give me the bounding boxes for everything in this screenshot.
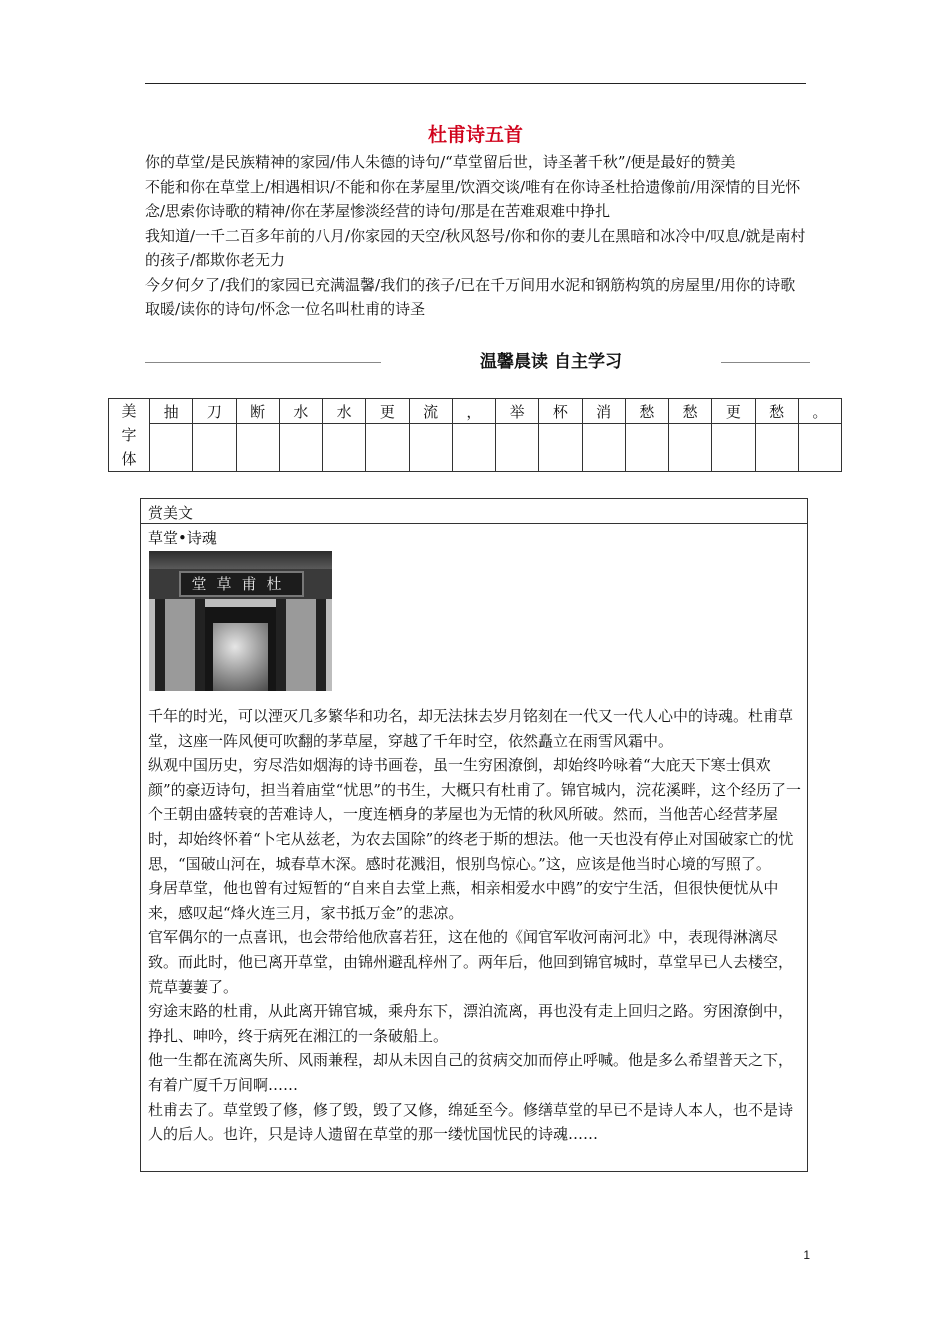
photo-pillar <box>316 599 326 691</box>
practice-blank-cell[interactable] <box>625 424 668 472</box>
section-header <box>145 349 810 375</box>
practice-blank-cell[interactable] <box>712 424 755 472</box>
practice-char-cell: ， <box>452 399 495 424</box>
practice-blank-cell[interactable] <box>193 424 236 472</box>
intro-paragraph: 不能和你在草堂上/相遇相识/不能和你在茅屋里/饮酒交谈/唯有在你诗圣杜拾遗像前/用深情的目光怀念/思索你诗歌的精神/你在茅屋惨淡经营的诗句/那是在苦难艰难中挣扎 <box>145 177 801 220</box>
practice-blank-cell[interactable] <box>452 424 495 472</box>
practice-char-cell: 刀 <box>193 399 236 424</box>
intro-poem <box>145 150 810 322</box>
reading-paragraph: 官军偶尔的一点喜讯，也会带给他欣喜若狂，这在他的《闻官军收河南河北》中，表现得淋漓尽致。而此时，他已离开草堂，由锦州避乱梓州了。两年后，他回到锦官城时，草堂早已人去楼空，荒草萋萋了。 <box>148 928 794 996</box>
photo-garden <box>213 623 268 691</box>
reading-paragraph: 纵观中国历史，穷尽浩如烟海的诗书画卷，虽一生穷困潦倒，却始终吟咏着“大庇天下寒士俱欢颜”的豪迈诗句，担当着庙堂“忧思”的书生，大概只有杜甫了。锦官城内，浣花溪畔，这个经历了一个王朝由盛转衰的苦难诗人，一度连栖身的茅屋也为无情的秋风所破。然而，当他苦心经营茅屋时，却始终怀着“卜宅从兹老，为农去国除”的终老于斯的想法。他一天也没有停止对国破家亡的忧思，“国破山河在，城春草木深。感时花溅泪，恨别鸟惊心。”这，应该是他当时心境的写照了。 <box>148 756 802 873</box>
reading-paragraph: 身居草堂，他也曾有过短暂的“自来自去堂上燕，相亲相爱水中鸥”的安宁生活，但很快便忧从中来，感叹起“烽火连三月，家书抵万金”的悲凉。 <box>148 879 779 922</box>
practice-blank-cell[interactable] <box>798 424 841 472</box>
practice-blank-cell[interactable] <box>582 424 625 472</box>
practice-char-cell: 杯 <box>539 399 582 424</box>
section-divider-right <box>721 362 810 363</box>
intro-paragraph: 我知道/一千二百多年前的八月/你家园的天空/秋风怒号/你和你的妻儿在黑暗和冰冷中/叹息/就是南村的孩子/都欺你老无力 <box>145 226 806 269</box>
practice-blank-cell[interactable] <box>366 424 409 472</box>
practice-blank-cell[interactable] <box>150 424 193 472</box>
practice-blank-cell[interactable] <box>755 424 798 472</box>
photo-wall <box>286 599 316 691</box>
practice-blank-cell[interactable] <box>496 424 539 472</box>
practice-char-cell: 抽 <box>150 399 193 424</box>
practice-char-cell: 更 <box>366 399 409 424</box>
photo-roof <box>149 551 332 569</box>
practice-char-cell: 。 <box>798 399 841 424</box>
practice-char-row <box>109 399 842 424</box>
photo-pillar <box>155 599 165 691</box>
practice-char-cell: 愁 <box>669 399 712 424</box>
photo-wall <box>165 599 195 691</box>
photo-plaque: 堂草甫杜 <box>179 571 304 597</box>
practice-char-cell: 水 <box>279 399 322 424</box>
reading-header <box>141 499 807 524</box>
practice-blank-cell[interactable] <box>236 424 279 472</box>
reading-header-label: 赏美文 <box>148 504 194 522</box>
section-divider-left <box>145 362 381 363</box>
practice-blank-cell[interactable] <box>323 424 366 472</box>
intro-paragraph: 你的草堂/是民族精神的家园/伟人朱德的诗句/“草堂留后世，诗圣著千秋”/便是最好的赞美 <box>145 153 736 171</box>
photo-pillar <box>195 599 205 691</box>
practice-blank-row <box>109 424 842 472</box>
reading-subtitle: 草堂•诗魂 <box>148 529 217 547</box>
practice-blank-cell[interactable] <box>409 424 452 472</box>
practice-char-cell: 消 <box>582 399 625 424</box>
practice-char-cell: 水 <box>323 399 366 424</box>
reading-paragraph: 穷途末路的杜甫，从此离开锦官城，乘舟东下，漂泊流离，再也没有走上回归之路。穷困潦倒中，挣扎、呻吟，终于病死在湘江的一条破船上。 <box>148 1002 794 1045</box>
intro-paragraph: 今夕何夕了/我们的家园已充满温馨/我们的孩子/已在千万间用水泥和钢筋构筑的房屋里/用你的诗歌取暖/读你的诗句/怀念一位名叫杜甫的诗圣 <box>145 275 796 318</box>
practice-char-cell: 更 <box>712 399 755 424</box>
page-title: 杜甫诗五首 <box>427 124 523 146</box>
reading-paragraph: 千年的时光，可以湮灭几多繁华和功名，却无法抹去岁月铭刻在一代又一代人心中的诗魂。杜甫草堂，这座一阵风便可吹翻的茅草屋，穿越了千年时空，依然矗立在雨雪风霜中。 <box>148 707 794 750</box>
thatched-cottage-photo <box>149 551 332 691</box>
reading-paragraph: 他一生都在流离失所、风雨兼程，却从未因自己的贫病交加而停止呼喊。他是多么希望普天之下，有着广厦千万间啊…… <box>148 1051 794 1094</box>
practice-char-cell: 愁 <box>625 399 668 424</box>
page-number: 1 <box>803 1248 810 1262</box>
reading-paragraph: 杜甫去了。草堂毁了修，修了毁，毁了又修，绵延至今。修缮草堂的早已不是诗人本人，也不是诗人的后人。也许，只是诗人遗留在草堂的那一缕忧国忧民的诗魂…… <box>148 1100 794 1144</box>
practice-blank-cell[interactable] <box>539 424 582 472</box>
practice-label-text: 美字体 <box>121 402 137 468</box>
reading-text <box>148 704 804 1147</box>
calligraphy-practice-table <box>108 398 842 472</box>
practice-blank-cell[interactable] <box>669 424 712 472</box>
practice-char-cell: 愁 <box>755 399 798 424</box>
practice-char-cell: 举 <box>496 399 539 424</box>
practice-char-cell: 断 <box>236 399 279 424</box>
practice-blank-cell[interactable] <box>279 424 322 472</box>
practice-char-cell: 流 <box>409 399 452 424</box>
header-rule <box>145 83 806 84</box>
reading-box <box>140 498 808 1172</box>
practice-label <box>109 399 150 472</box>
section-header-label: 温馨晨读 自主学习 <box>480 352 622 372</box>
photo-pillar <box>276 599 286 691</box>
